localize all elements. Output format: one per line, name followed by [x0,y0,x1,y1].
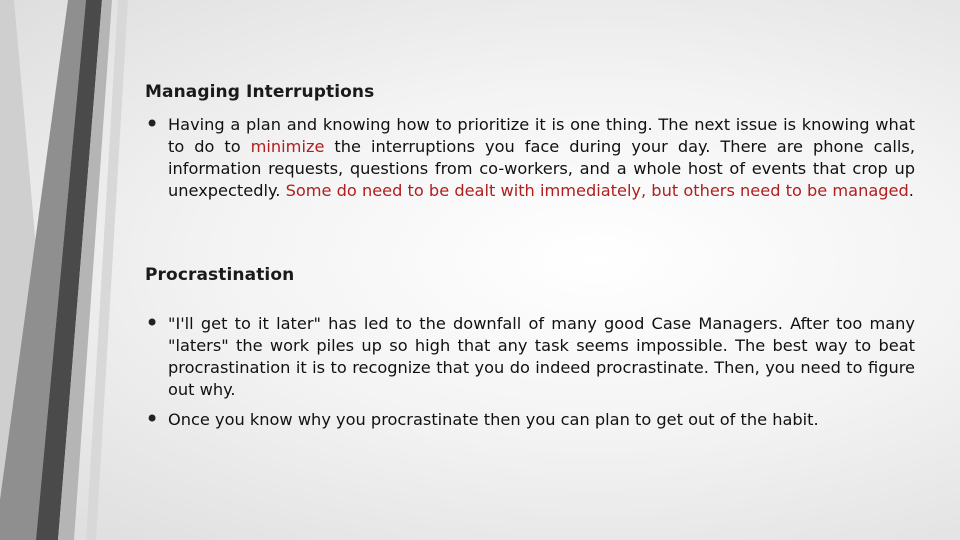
text-segment: the interruptions you face during your day. There are phone calls, information requests, questions from co-workers, and a whole host of events that crop up unexpectedly. [168,137,915,200]
bullet-dot-icon: • [145,405,160,433]
highlight-minimize: minimize [250,137,325,156]
bullet-text: "I'll get to it later" has led to the downfall of many good Case Managers. After too many "laters" the work piles up so high that any task seems impossible. The best way to beat procrastination it is to recognize that you do indeed procrastinate. Then, you need to figure out why. [168,314,915,399]
bullet-dot-icon: • [145,309,160,337]
decorative-stripes [0,0,150,540]
section-heading-procrastination: Procrastination [145,265,295,285]
text-segment: . [908,181,914,200]
bullet-procrastination-2 [145,405,915,433]
highlight-managed: Some do need to be dealt with immediately, but others need to be managed [285,181,909,200]
bullet-interruptions [145,110,915,202]
bullet-text: Once you know why you procrastinate then you can plan to get out of the habit. [168,410,819,429]
bullet-dot-icon: • [145,110,160,138]
bullet-text [168,114,915,202]
text-segment: Having a plan and knowing how to prioritize it is one thing. The next issue is knowing what to do to [168,115,915,156]
section-heading-interruptions: Managing Interruptions [145,82,375,102]
bullet-procrastination-1 [145,309,915,401]
